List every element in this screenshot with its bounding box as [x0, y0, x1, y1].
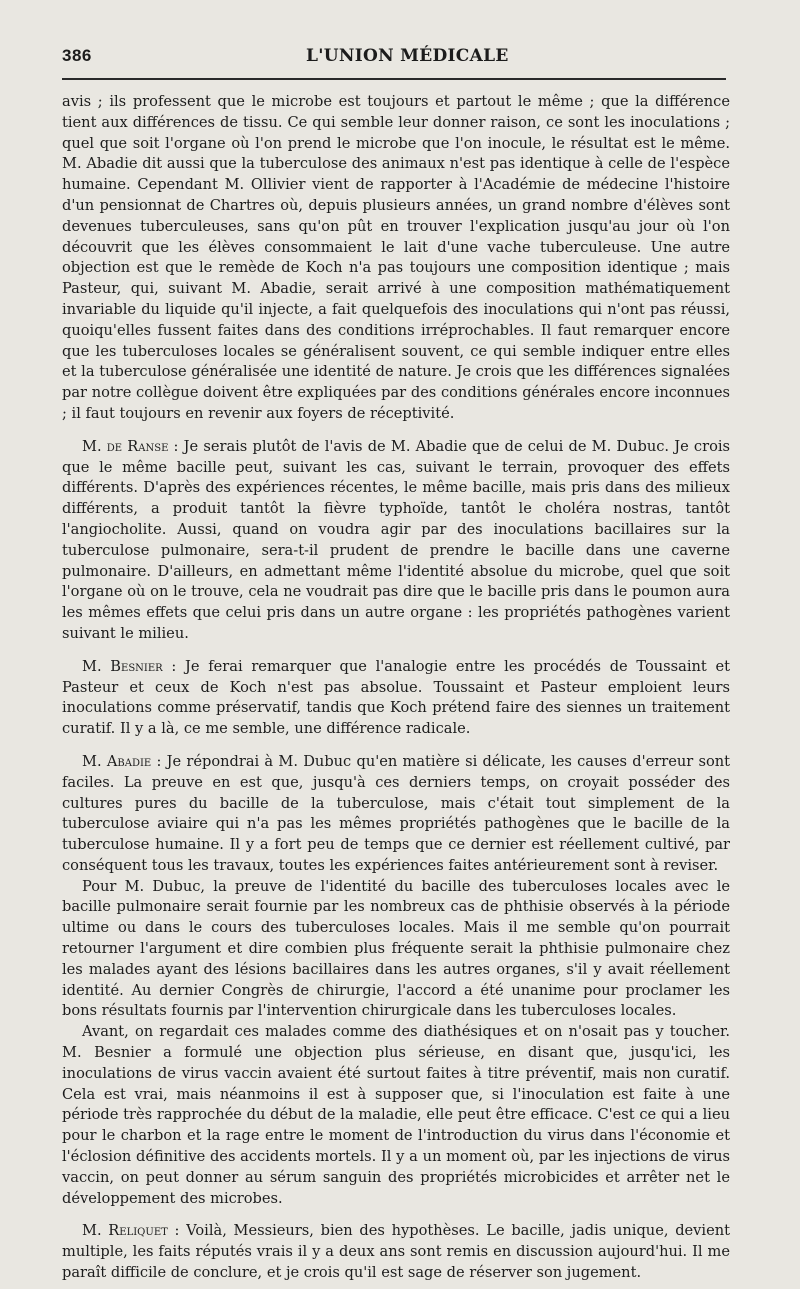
speaker-label: M. de Ranse : — [82, 437, 179, 455]
paragraph-4 — [62, 752, 730, 877]
paragraph-text: Voilà, Messieurs, bien des hypothèses. Le bacille, jadis unique, devient multiple, les faits réputés vrais il y a deux ans sont remis en discussion aujourd'hui. Il me paraît difficile de conclure, et je crois qu'il est sage de réserver son jugement. — [62, 1222, 730, 1282]
page-number: 386 — [62, 46, 92, 65]
speaker-label: M. Besnier : — [82, 657, 177, 675]
paragraph-3 — [62, 657, 730, 740]
paragraph-text: Pour M. Dubuc, la preuve de l'identité du bacille des tuberculoses locales avec le bacille pulmonaire serait fournie par les nombreux cas de phthisie observés à la période ultime ou dans le cours des tuberculoses locales. Mais il me semble qu'on pourrait retourner l'argument et dire combien plus fréquente serait la phthisie pulmonaire chez les malades ayant des lésions bacillaires dans les autres organes, s'il y avait réellement identité. Au dernier Congrès de chirurgie, l'accord a été unanime pour proclamer les bons résultats fournis par l'intervention chirurgicale dans les tuberculoses locales. — [62, 877, 730, 1020]
speaker-label: M. Reliquet : — [82, 1222, 180, 1240]
paragraph-text: avis ; ils professent que le microbe est toujours et partout le même ; que la différence tient aux différences de tissu. Ce qui semble leur donner raison, ce sont les inoculations ; quel que soit l'organe où l'on prend le microbe que l'on inocule, le résultat est le même. M. Abadie dit aussi que la tuberculose des animaux n'est pas identique à celle de l'espèce humaine. Cependant M. Ollivier vient de rapporter à l'Académie de médecine l'histoire d'un pensionnat de Chartres où, depuis plusieurs années, un grand nombre d'élèves sont devenues tuberculeuses, sans qu'on pût en trouver l'explication jusqu'au jour où l'on découvrit que les élèves consommaient le lait d'une vache tuberculeuse. Une autre objection est que le remède de Koch n'a pas toujours une composition identique ; mais Pasteur, qui, suivant M. Abadie, serait arrivé à une composition mathématiquement invariable du liquide qu'il injecte, a fait quelquefois des inoculations qui n'ont pas réussi, quoiqu'elles fussent faites dans des conditions irréprochables. Il faut remarquer encore que les tuberculoses locales se généralisent souvent, ce qui semble indiquer entre elles et la tuberculose généralisée une identité de nature. Je crois que les différences signalées par notre collègue doivent être expliquées par des conditions générales encore inconnues ; il faut toujours en revenir aux foyers de réceptivité. — [62, 93, 730, 422]
speaker-label: M. Abadie : — [82, 752, 162, 770]
article-body — [62, 92, 730, 1284]
paragraph-7 — [62, 1221, 730, 1283]
paragraph-1 — [62, 92, 730, 425]
page-header — [62, 46, 726, 76]
running-title: L'UNION MÉDICALE — [306, 46, 509, 66]
paragraph-6 — [62, 1022, 730, 1209]
paragraph-text: Je répondrai à M. Dubuc qu'en matière si délicate, les causes d'erreur sont faciles. La preuve en est que, jusqu'à ces derniers temps, on croyait posséder des cultures pures du bacille de la tuberculose, mais c'était tout simplement de la tuberculose aviaire qui n'a pas les mêmes propriétés pathogènes que le bacille de la tuberculose humaine. Il y a fort peu de temps que ce dernier est réellement cultivé, par conséquent tous les travaux, toutes les expériences faites antérieurement sont à reviser. — [62, 752, 730, 874]
paragraph-5 — [62, 877, 730, 1023]
paragraph-2 — [62, 437, 730, 645]
header-rule — [62, 78, 726, 80]
paragraph-text: Je serais plutôt de l'avis de M. Abadie que de celui de M. Dubuc. Je crois que le même bacille peut, suivant les cas, suivant le terrain, provoquer des effets différents. D'après des expériences récentes, le même bacille, mais pris dans des milieux différents, a produit tantôt la fièvre typhoïde, tantôt le choléra nostras, tantôt l'angiocholite. Aussi, quand on voudra agir par des inoculations bacillaires sur la tuberculose pulmonaire, sera-t-il prudent de prendre le bacille dans une caverne pulmonaire. D'ailleurs, en admettant même l'identité absolue du microbe, quel que soit l'organe où on le trouve, cela ne voudrait pas dire que le bacille pris dans le poumon aura les mêmes effets que celui pris dans un autre organe : les propriétés pathogènes varient suivant le milieu. — [62, 437, 731, 642]
paragraph-text: Je ferai remarquer que l'analogie entre les procédés de Toussaint et Pasteur et ceux de Koch n'est pas absolue. Toussaint et Pasteur emploient leurs inoculations comme préservatif, tandis que Koch prétend faire des siennes un traitement curatif. Il y a là, ce me semble, une différence radicale. — [62, 657, 731, 738]
paragraph-text: Avant, on regardait ces malades comme des diathésiques et on n'osait pas y toucher. M. Besnier a formulé une objection plus sérieuse, en disant que, jusqu'ici, les inoculations de virus vaccin avaient été surtout faites à titre préventif, mais non curatif. Cela est vrai, mais néanmoins il est à supposer que, si l'inoculation est faite à une période très rapprochée du début de la maladie, elle peut être efficace. C'est ce qui a lieu pour le charbon et la rage entre le moment de l'introduction du virus dans l'économie et l'éclosion définitive des accidents mortels. Il y a un moment où, par les injections de virus vaccin, on peut donner au sérum sanguin des propriétés microbicides et arrêter net le développement des microbes. — [62, 1023, 730, 1207]
